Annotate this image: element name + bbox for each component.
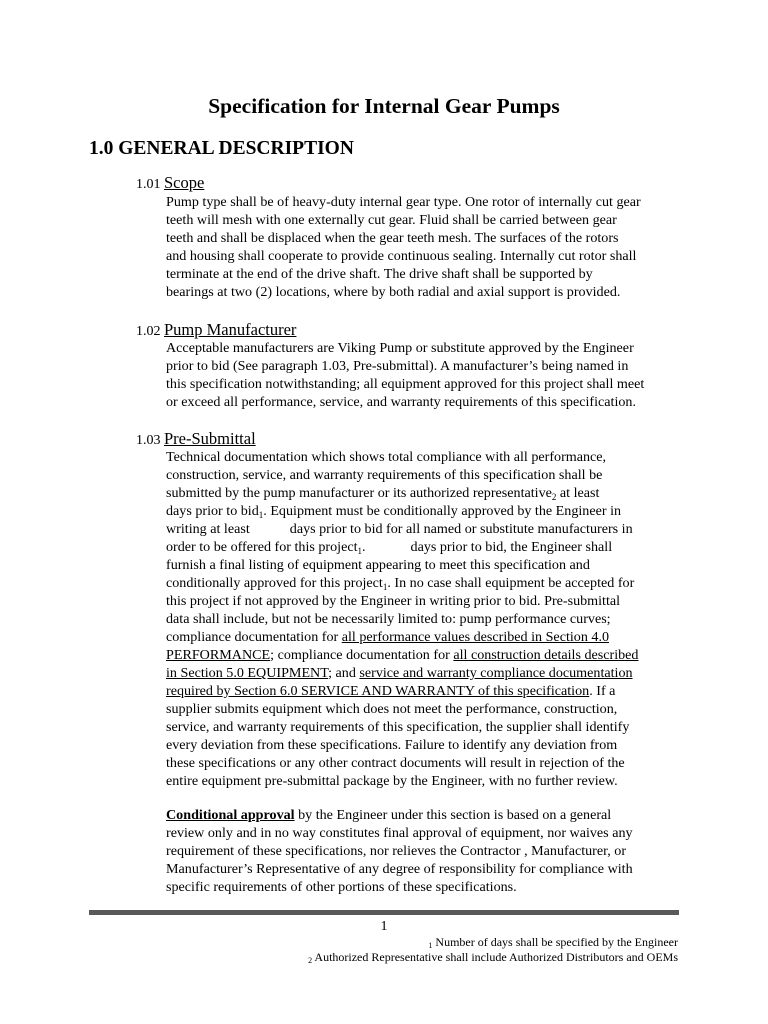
footnote-mark: 2 bbox=[551, 492, 557, 502]
presubmittal-line: compliance documentation for all performance values described in Section 4.0 bbox=[166, 629, 610, 645]
subsection-number: 1.03 bbox=[136, 433, 161, 448]
scope-line: teeth will mesh with one externally cut gear. Fluid shall be carried between gear bbox=[166, 212, 617, 228]
conditional-line: requirement of these specifications, nor relieves the Contractor , Manufacturer, or bbox=[166, 843, 627, 859]
subsection-number: 1.01 bbox=[136, 177, 161, 192]
subsection-heading-scope bbox=[136, 173, 204, 195]
conditional-approval-term: Conditional approval bbox=[166, 807, 295, 823]
presubmittal-line: entire equipment pre-submittal package by the Engineer, with no further review. bbox=[166, 773, 618, 789]
manufacturer-line: Acceptable manufacturers are Viking Pump or substitute approved by the Engineer bbox=[166, 340, 634, 356]
footer-divider bbox=[89, 910, 679, 915]
section-reference: all construction details described bbox=[453, 647, 639, 663]
footnote: 1 Number of days shall be specified by the Engineer bbox=[428, 935, 678, 950]
presubmittal-line: Technical documentation which shows total compliance with all performance, bbox=[166, 449, 607, 465]
manufacturer-line: prior to bid (See paragraph 1.03, Pre-submittal). A manufacturer’s being named in bbox=[166, 358, 629, 374]
scope-line: teeth and shall be displaced when the gear teeth mesh. The surfaces of the rotors bbox=[166, 230, 619, 246]
presubmittal-line: days prior to bid$_1$. Equipment must be conditionally approved by the Engineer in bbox=[166, 503, 622, 520]
footnote-mark: 1 bbox=[258, 510, 264, 520]
section-reference: PERFORMANCE bbox=[166, 647, 271, 663]
subsection-title: Pump Manufacturer bbox=[164, 320, 297, 339]
presubmittal-line: this project if not approved by the Engineer in writing prior to bid. Pre-submittal bbox=[166, 593, 621, 609]
section-reference: all performance values described in Section 4.0 bbox=[341, 629, 610, 645]
scope-line: bearings at two (2) locations, where by both radial and axial support is provided. bbox=[166, 284, 621, 300]
presubmittal-line: writing at least days prior to bid for all named or substitute manufacturers in bbox=[166, 521, 633, 537]
conditional-line: Manufacturer’s Representative of any degree of responsibility for compliance with bbox=[166, 861, 633, 877]
presubmittal-line: every deviation from these specifications. Failure to identify any deviation from bbox=[166, 737, 618, 753]
footnote: 2 Authorized Representative shall include Authorized Distributors and OEMs bbox=[308, 950, 678, 965]
presubmittal-line: PERFORMANCE; compliance documentation for all construction details described bbox=[166, 647, 639, 663]
presubmittal-line: construction, service, and warranty requirements of this specification shall be bbox=[166, 467, 603, 483]
scope-line: and housing shall cooperate to provide continuous sealing. Internally cut rotor shall bbox=[166, 248, 637, 264]
document-title: Specification for Internal Gear Pumps bbox=[208, 94, 560, 118]
presubmittal-line: submitted by the pump manufacturer or its authorized representative$_2$ at least bbox=[166, 485, 600, 502]
section-heading: 1.0 GENERAL DESCRIPTION bbox=[89, 138, 354, 159]
footnote-mark: 2 bbox=[308, 956, 313, 965]
subsection-title: Pre-Submittal bbox=[164, 429, 256, 448]
manufacturer-line: this specification notwithstanding; all equipment approved for this project shall meet bbox=[166, 376, 645, 392]
scope-line: Pump type shall be of heavy-duty internal gear type. One rotor of internally cut gear bbox=[166, 194, 641, 210]
footnote-mark: 1 bbox=[382, 582, 388, 592]
presubmittal-line: in Section 5.0 EQUIPMENT; and service and warranty compliance documentation bbox=[166, 665, 633, 681]
conditional-line: specific requirements of other portions of these specifications. bbox=[166, 879, 517, 895]
presubmittal-line: furnish a final listing of equipment appearing to meet this specification and bbox=[166, 557, 590, 573]
presubmittal-line: these specifications or any other contract documents will result in rejection of the bbox=[166, 755, 625, 771]
presubmittal-line: required by Section 6.0 SERVICE AND WARRANTY of this specification. If a bbox=[166, 683, 616, 699]
footnote-mark: 1 bbox=[428, 941, 433, 950]
conditional-line: review only and in no way constitutes final approval of equipment, nor waives any bbox=[166, 825, 633, 841]
presubmittal-line: data shall include, but not be necessarily limited to: pump performance curves; bbox=[166, 611, 611, 627]
page-number: 1 bbox=[380, 919, 388, 934]
subsection-title: Scope bbox=[164, 173, 205, 192]
section-reference: in Section 5.0 EQUIPMENT bbox=[166, 665, 329, 681]
section-reference: required by Section 6.0 SERVICE AND WARRANTY of this specification bbox=[166, 683, 590, 699]
presubmittal-line: order to be offered for this project$_1$. days prior to bid, the Engineer shall bbox=[166, 539, 613, 556]
presubmittal-line: conditionally approved for this project$_1$. In no case shall equipment be accepted for bbox=[166, 575, 635, 592]
manufacturer-line: or exceed all performance, service, and warranty requirements of this specification. bbox=[166, 394, 636, 410]
footnote-mark: 1 bbox=[357, 546, 362, 556]
scope-line: terminate at the end of the drive shaft. The drive shaft shall be supported by bbox=[166, 266, 593, 282]
presubmittal-line: supplier submits equipment which does not meet the performance, construction, bbox=[166, 701, 618, 717]
presubmittal-line: service, and warranty requirements of this specification, the supplier shall identify bbox=[166, 719, 630, 735]
subsection-number: 1.02 bbox=[136, 324, 161, 339]
section-reference: service and warranty compliance documentation bbox=[359, 665, 633, 681]
conditional-line: Conditional approval by the Engineer under this section is based on a general bbox=[166, 807, 612, 823]
